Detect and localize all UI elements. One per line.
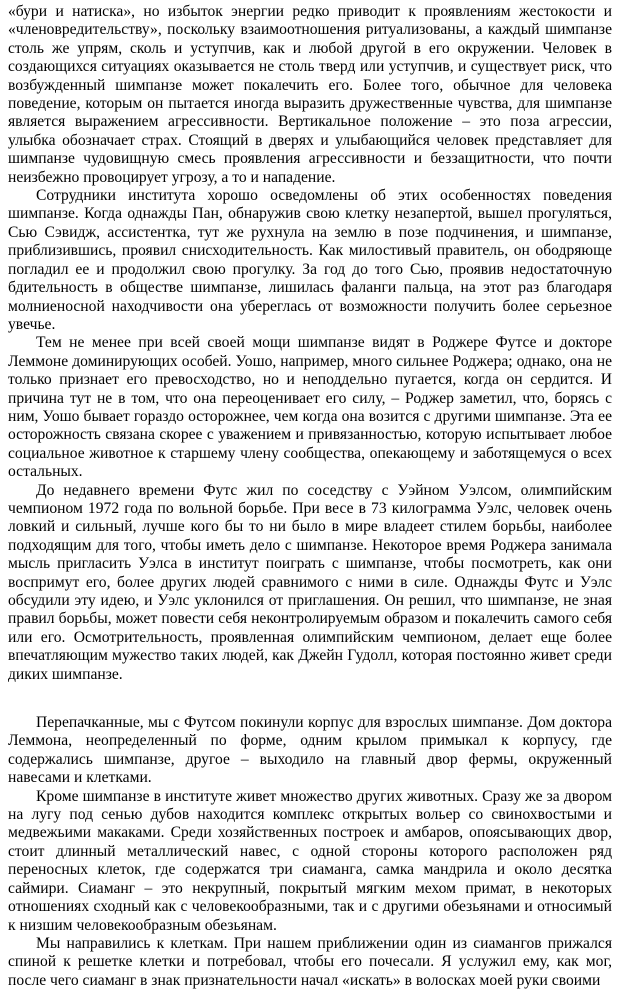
paragraph-7: Мы направились к клеткам. При нашем приближении один из сиамангов прижался спиной к решетке клетки и потребовал, чтобы его почесали. Я услужил ему, как мог, после чего сиаманг в знак признательности начал «искать» в волосках моей руки своими bbox=[8, 934, 612, 989]
paragraph-4: До недавнего времени Футс жил по соседству с Уэйном Уэлсом, олимпийским чемпионом 1972 года по вольной борьбе. При весе в 73 килограмма Уэлс, человек очень ловкий и сильный, лучше кого бы то ни было в мире владеет стилем борьбы, наиболее подходящим для того, чтобы иметь дело с шимпанзе. Некоторое время Роджера занимала мысль пригласить Уэлса в институт поиграть с шимпанзе, чтобы посмотреть, как они воспримут его, более других людей сравнимого с ними в силе. Однажды Футс и Уэлс обсудили эту идею, и Уэлс уклонился от приглашения. Он решил, что шимпанзе, не зная правил борьбы, может повести себя неконтролируемым образом и покалечить самого себя или его. Осмотрительность, проявленная олимпийским чемпионом, делает еще более впечатляющим мужество таких людей, как Джейн Гудолл, которая постоянно живет среди диких шимпанзе. bbox=[8, 481, 612, 683]
paragraph-6: Кроме шимпанзе в институте живет множество других животных. Сразу же за двором на лугу под сенью дубов находится комплекс открытых вольер со свинохвостыми и медвежьими макаками. Среди хозяйственных построек и амбаров, опоясывающих двор, стоит длинный металлический навес, с одной стороны которого расположен ряд переносных клеток, где содержатся три сиаманга, самка мандрила и около десятка саймири. Сиаманг – это некрупный, покрытый мягким мехом примат, в некоторых отношениях сходный как с человекообразными, так и с другими обезьянами и относимый к низшим человекообразным обезьянам. bbox=[8, 787, 612, 934]
section-break bbox=[8, 684, 612, 714]
paragraph-1: «бури и натиска», но избыток энергии редко приводит к проявлениям жестокости и «членовредительству», поскольку взаимоотношения ритуализованы, а каждый шимпанзе столь же упрям, сколь и уступчив, как и любой другой в его окружении. Человек в создающихся ситуациях оказывается не столь тверд или уступчив, и существует риск, что возбужденный шимпанзе может покалечить его. Более того, обычное для человека поведение, которым он пытается иногда выразить дружественные чувства, для шимпанзе является выражением агрессивности. Вертикальное положение – это поза агрессии, улыбка обозначает страх. Стоящий в дверях и улыбающийся человек представляет для шимпанзе чудовищную смесь проявления агрессивности и беззащитности, что почти неизбежно провоцирует угрозу, а то и нападение. bbox=[8, 3, 612, 186]
paragraph-2: Сотрудники института хорошо осведомлены об этих особенностях поведения шимпанзе. Когда однажды Пан, обнаружив свою клетку незапертой, вышел прогуляться, Сью Сэвидж, ассистентка, тут же рухнула на землю в позе подчинения, и шимпанзе, приблизившись, проявил снисходительность. Как милостивый правитель, он ободряюще погладил ее и продолжил свою прогулку. За год до того Сью, проявив недостаточную бдительность в обществе шимпанзе, лишилась фаланги пальца, на этот раз благодаря молниеносной находчивости она уберeглась от возможности получить более серьезное увечье. bbox=[8, 187, 612, 333]
paragraph-3: Тем не менее при всей своей мощи шимпанзе видят в Роджере Футсе и докторе Леммоне доминирующих особей. Уошо, например, много сильнее Роджера; однако, она не только признает его превосходство, но и неподдельно пугается, когда он сердится. И причина тут не в том, что она переоценивает его силу, – Роджер заметил, что, борясь с ним, Уошо бывает гораздо осторожнее, чем когда она возится с другими шимпанзе. Эта ее осторожность связана скорее с уважением и привязанностью, которую испытывает любое социальное животное к старшему члену сообщества, опекающему и заботящемуся о всех остальных. bbox=[8, 334, 612, 481]
paragraph-5: Перепачканные, мы с Футсом покинули корпус для взрослых шимпанзе. Дом доктора Леммона, неопределенный по форме, одним крылом примыкал к корпусу, где содержались шимпанзе, другое – выходило на главный двор фермы, окруженный навесами и клетками. bbox=[8, 714, 612, 787]
